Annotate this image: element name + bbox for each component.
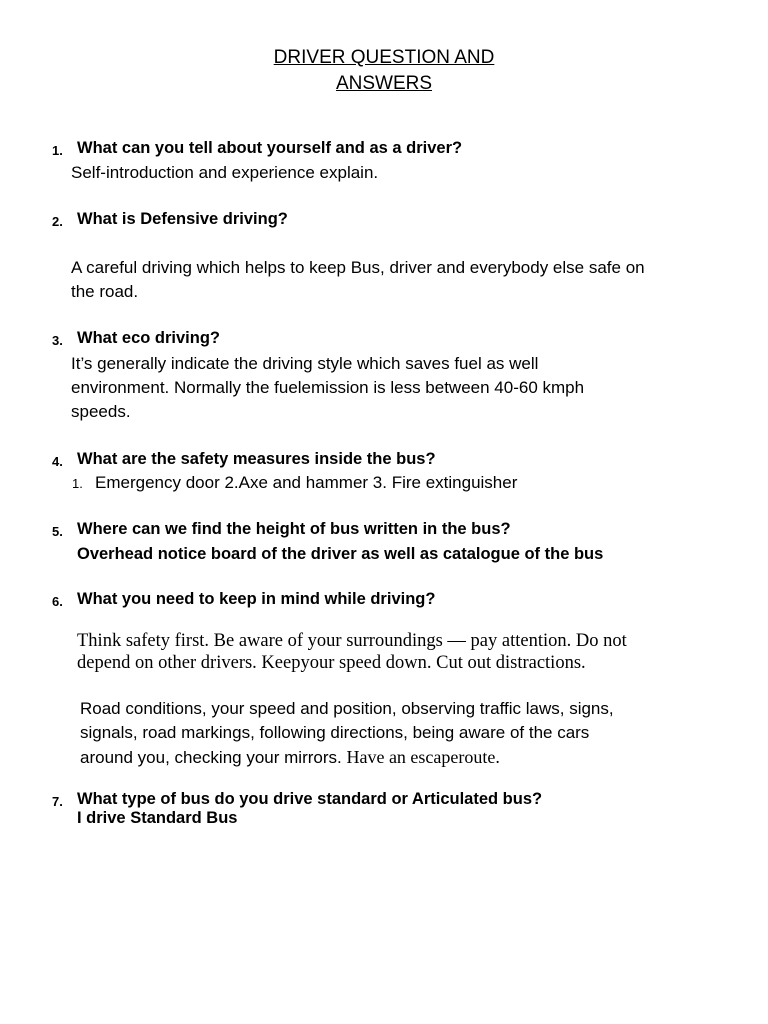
answer-1: Self-introduction and experience explain.: [71, 163, 379, 182]
answer-4: Emergency door 2.Axe and hammer 3. Fire extinguisher: [95, 473, 518, 492]
document-title: [0, 45, 768, 97]
question-number-5: 5.: [52, 524, 63, 539]
question-5: Where can we find the height of bus written in the bus?: [77, 520, 511, 538]
answer-6-line-2: signals, road markings, following directions, being aware of the cars: [80, 723, 590, 742]
answer-3-line-3: speeds.: [71, 402, 131, 421]
question-number-3: 3.: [52, 333, 63, 348]
question-number-4: 4.: [52, 454, 63, 469]
question-3: What eco driving?: [77, 329, 221, 347]
answer-6-line-1: Road conditions, your speed and position, observing traffic laws, signs,: [80, 699, 614, 718]
answer-4-number: 1.: [72, 476, 83, 491]
answer-6-serif-line-1: Think safety first. Be aware of your surroundings — pay attention. Do not: [77, 631, 627, 651]
question-2: What is Defensive driving?: [77, 210, 288, 228]
question-1: What can you tell about yourself and as a driver?: [77, 139, 463, 157]
answer-6-line-3: [80, 745, 500, 770]
question-7: What type of bus do you drive standard or Articulated bus?: [77, 790, 543, 808]
answer-3-line-1: It’s generally indicate the driving style which saves fuel as well: [71, 354, 539, 373]
question-number-1: 1.: [52, 143, 63, 158]
answer-6-serif-line-2: depend on other drivers. Keepyour speed down. Cut out distractions.: [77, 653, 586, 673]
question-number-2: 2.: [52, 214, 63, 229]
answer-6-tail: Have an escaperoute.: [346, 747, 500, 767]
question-6: What you need to keep in mind while driving?: [77, 590, 436, 608]
question-4: What are the safety measures inside the bus?: [77, 450, 436, 468]
answer-2-line-2: the road.: [71, 282, 139, 301]
answer-2-line-1: A careful driving which helps to keep Bus, driver and everybody else safe on: [71, 258, 645, 277]
answer-6-line-3-text: around you, checking your mirrors.: [80, 748, 342, 767]
question-number-7: 7.: [52, 794, 63, 809]
answer-7: I drive Standard Bus: [77, 809, 238, 827]
answer-5: Overhead notice board of the driver as well as catalogue of the bus: [77, 545, 604, 563]
answer-3-line-2: environment. Normally the fuelemission is less between 40-60 kmph: [71, 378, 585, 397]
title-line-2: ANSWERS: [335, 73, 433, 94]
question-number-6: 6.: [52, 594, 63, 609]
title-line-1: DRIVER QUESTION AND: [273, 47, 495, 68]
